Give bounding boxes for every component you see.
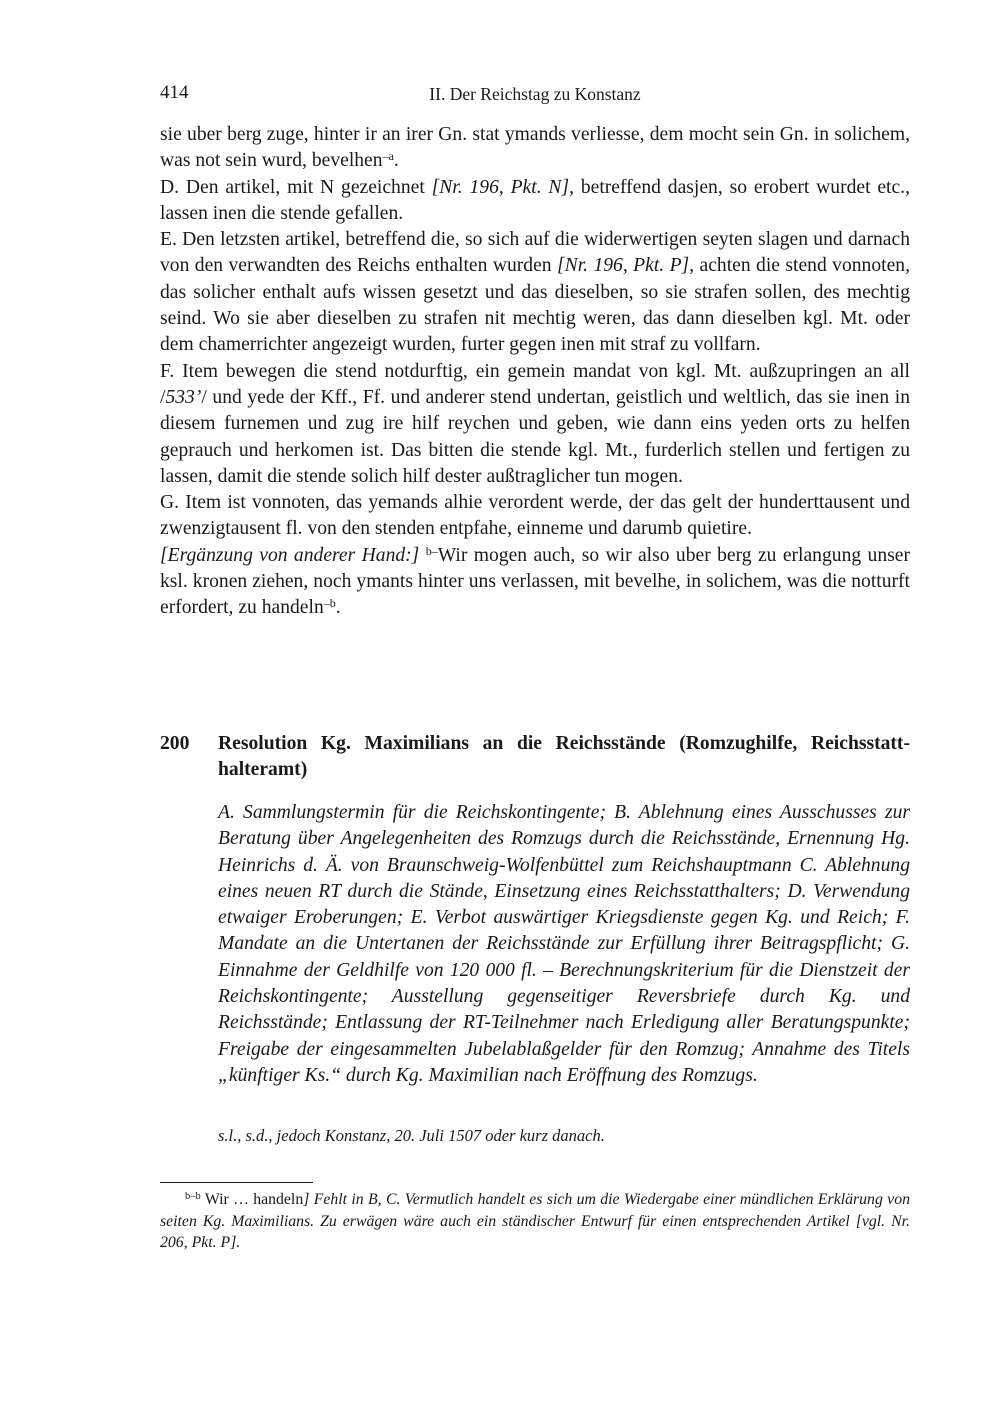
paragraph-text: E. Den letzsten artikel, betreffend die, so sich auf die widerwertigen seyten slagen und darnach von den verwandten des Reichs enthalten wurden xyxy=(160,229,910,277)
paragraph-text: D. Den artikel, mit N gezeichnet xyxy=(160,176,432,198)
regest-text: A. Sammlungstermin für die Reichskontingente; B. Ablehnung eines Ausschusses zur Beratung über Angelegenheiten des Romzugs durch die Reichsstände, Ernennung Hg. Heinrichs d. Ä. von Braunschweig-Wolfenbüttel zum Reichshauptmann C. Ablehnung eines neuen RT durch die Stände, Einsetzung eines Reichsstatthalters; D. Verwendung etwaiger Eroberungen; E. Verbot auswärtiger Kriegsdienste gegen Kg. und Reich; F. Mandate an die Untertanen der Reichsstände zur Erfüllung ihrer Beitragspflicht; G. Einnahme der Geldhilfe von 120 000 fl. – Berechnungskriterium für die Dienstzeit der Reichskontingente; Ausstellung gegenseitiger Reversbriefe durch Kg. und Reichsstände; Entlassung der RT-Teilnehmer nach Erledigung aller Beratungspunkte; Freigabe der eingesammelten Jubelablaßgelder für den Romzug; Annahme des Titels „künftiger Ks.“ durch Kg. Maximilian nach Eröffnung des Romzugs. xyxy=(218,802,910,1086)
page-number: 414 xyxy=(160,82,189,103)
apparatus-mark: –b xyxy=(323,596,336,611)
apparatus-mark: b– xyxy=(425,543,438,558)
paragraph-e xyxy=(160,227,910,358)
dating-line: s.l., s.d., jedoch Konstanz, 20. Juli 1507 oder kurz danach. xyxy=(218,1126,605,1145)
editorial-note: [Ergänzung von anderer Hand:] xyxy=(160,544,420,566)
paragraph-text: F. Item bewegen die stend notdurftig, ein gemein mandat von kgl. Mt. außzupringen an all / xyxy=(160,360,910,408)
footnote-divider xyxy=(160,1182,313,1183)
footnote-note: ] Fehlt in B, C. Vermutlich handelt es sich um die Wiedergabe einer mündlichen Erklärung von seiten Kg. Maximilians. Zu erwägen wäre auch ein ständischer Entwurf für einen entsprechenden Artikel [vgl. Nr. 206, Pkt. P]. xyxy=(160,1191,910,1252)
paragraph-d xyxy=(160,175,910,228)
paragraph-supplement xyxy=(160,543,910,622)
document-number: 200 xyxy=(160,733,190,754)
document-title: Resolution Kg. Maximilians an die Reichsstände (Romzughilfe, Reichsstatthalteramt) xyxy=(218,733,910,781)
paragraph-end: . xyxy=(335,597,341,619)
paragraph-text: sie uber berg zuge, hinter ir an irer Gn. stat ymands verliesse, dem mocht sein Gn. in solichem, was not sein wurd, bevelhen xyxy=(160,124,910,172)
paragraph-text: G. Item ist vonnoten, das yemands alhie verordent werde, der das gelt der hunderttausent und zwenzigtausent fl. von den stenden entpfahe, einneme und darumb quietire. xyxy=(160,492,910,540)
paragraph-end: . xyxy=(393,150,399,172)
paragraph-g xyxy=(160,490,910,543)
paragraph-c xyxy=(160,122,910,175)
apparatus-mark: –a xyxy=(382,149,394,164)
footnote xyxy=(160,1189,910,1254)
paragraph-f xyxy=(160,359,910,490)
cross-reference: [Nr. 196, Pkt. N] xyxy=(431,176,570,198)
main-text xyxy=(160,122,910,622)
paragraph-text: , achten die stend vonnoten, das solicher enthalt aufs wissen gesetzt und das dieselben, so sie strafen sollen, des mechtig seind. Wo sie aber dieselben zu strafen nit mechtig weren, das dann dieselben kgl. Mt. oder dem chamerrichter angezeigt wurden, furter gegen inen mit straf zu vollfarn. xyxy=(160,255,910,356)
footnote-lemma: Wir … handeln xyxy=(204,1191,304,1208)
paragraph-text: , betreffend dasjen, so erobert wurdet etc., lassen inen die stende gefallen. xyxy=(160,176,910,224)
folio-reference: 533’ xyxy=(165,386,202,408)
running-title: II. Der Reichstag zu Konstanz xyxy=(429,84,641,104)
regest xyxy=(218,800,910,1089)
page-header xyxy=(160,82,910,108)
paragraph-text: Wir mogen auch, so wir also uber berg zu erlangung unser ksl. kronen ziehen, noch ymants hinter uns verlassen, mit bevelhe, in solichem, was die notturft erfordert, zu handeln xyxy=(160,544,910,619)
paragraph-text: / und yede der Kff., Ff. und anderer stend undertan, geistlich und weltlich, das sie inen in diesem furnemen und zug ire hilf reychen und geben, wie dann eins yeden orts zu helfen geprauch und herkomen ist. Das bitten die stende kgl. Mt., furderlich stellen und fertigen zu lassen, damit die stende solich hilf dester außtraglicher tun mogen. xyxy=(160,386,910,487)
cross-reference: [Nr. 196, Pkt. P] xyxy=(557,255,690,277)
footnote-mark: b–b xyxy=(185,1191,201,1202)
